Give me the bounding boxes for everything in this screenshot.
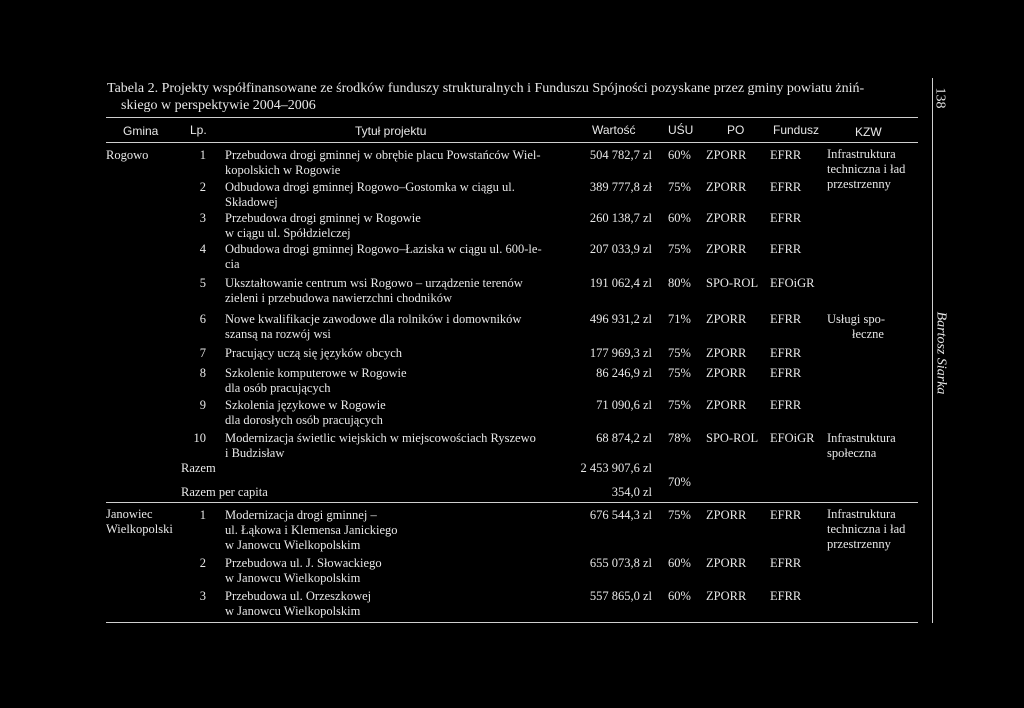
row-lp: 3	[199, 589, 206, 603]
row-po: ZPORR	[706, 180, 747, 194]
gmina-rogowo: Rogowo	[106, 148, 149, 162]
row-title-line2: kopolskich w Rogowie	[225, 163, 341, 177]
gmina-janowiec-line1: Janowiec	[106, 507, 153, 521]
row-fundusz: EFOiGR	[770, 276, 815, 290]
row-po: ZPORR	[706, 398, 747, 412]
row-wartosc: 71 090,6 zl	[596, 398, 652, 412]
row-po: SPO-ROL	[706, 431, 759, 445]
row-wartosc: 389 777,8 zł	[589, 180, 652, 194]
kzw-rogowo-1-line1: Infrastruktura	[827, 147, 896, 161]
caption-line-2: skiego w perspektywie 2004–2006	[121, 98, 316, 113]
row-title-line1: Odbudowa drogi gminnej Rogowo–Łaziska w ciągu ul. 600-le-	[225, 242, 542, 256]
row-wartosc: 86 246,9 zl	[596, 366, 652, 380]
row-title-line2: w ciągu ul. Spółdzielczej	[225, 226, 351, 240]
header-tytul: Tytuł projektu	[355, 124, 427, 138]
row-usu: 75%	[668, 180, 691, 194]
header-wartosc: Wartość	[592, 123, 636, 137]
row-usu: 75%	[668, 346, 691, 360]
row-usu: 75%	[668, 366, 691, 380]
row-fundusz: EFRR	[770, 211, 802, 225]
row-fundusz: EFRR	[770, 398, 802, 412]
row-lp: 6	[199, 312, 206, 326]
per-capita-label: Razem per capita	[181, 485, 268, 499]
row-po: ZPORR	[706, 508, 747, 522]
row-title-line1: Nowe kwalifikacje zawodowe dla rolników i domowników	[225, 312, 522, 326]
row-usu: 75%	[668, 242, 691, 256]
caption-line-1: Tabela 2. Projekty współfinansowane ze środków funduszy strukturalnych i Funduszu Spójności pozyskane przez gminy powiatu żniń-	[107, 81, 865, 96]
row-fundusz: EFRR	[770, 366, 802, 380]
header-lp: Lp.	[190, 123, 207, 137]
row-usu: 60%	[668, 556, 691, 570]
row-title-line1: Ukształtowanie centrum wsi Rogowo – urządzenie terenów	[225, 276, 523, 290]
row-fundusz: EFRR	[770, 180, 802, 194]
row-lp: 3	[199, 211, 206, 225]
row-usu: 60%	[668, 211, 691, 225]
row-title-line1: Przebudowa drogi gminnej w Rogowie	[225, 211, 421, 225]
row-po: ZPORR	[706, 556, 747, 570]
row-po: ZPORR	[706, 211, 747, 225]
row-title-line1: Modernizacja świetlic wiejskich w miejscowościach Ryszewo	[225, 431, 536, 445]
header-gmina: Gmina	[123, 124, 159, 138]
row-usu: 80%	[668, 276, 691, 290]
row-wartosc: 191 062,4 zl	[589, 276, 652, 290]
row-title-line1: Przebudowa ul. Orzeszkowej	[225, 589, 372, 603]
row-fundusz: EFRR	[770, 556, 802, 570]
row-lp: 1	[199, 148, 206, 162]
kzw-rogowo-2-line2: łeczne	[852, 327, 884, 341]
row-title-line1: Pracujący uczą się języków obcych	[225, 346, 403, 360]
row-title-line2: szansą na rozwój wsi	[225, 327, 331, 341]
row-title-line2: w Janowcu Wielkopolskim	[225, 604, 361, 618]
row-title-line1: Szkolenie komputerowe w Rogowie	[225, 366, 407, 380]
row-lp: 2	[199, 556, 206, 570]
razem-value: 2 453 907,6 zl	[580, 461, 652, 475]
top-rule	[106, 117, 918, 118]
row-fundusz: EFRR	[770, 508, 802, 522]
row-usu: 60%	[668, 589, 691, 603]
row-lp: 1	[199, 508, 206, 522]
row-wartosc: 207 033,9 zl	[589, 242, 652, 256]
row-title-line1: Modernizacja drogi gminnej –	[225, 508, 377, 522]
table-caption	[107, 80, 927, 114]
kzw-rogowo-2-line1: Usługi spo-	[827, 312, 885, 326]
row-fundusz: EFOiGR	[770, 431, 815, 445]
row-title-line2: dla dorosłych osób pracujących	[225, 413, 383, 427]
row-wartosc: 260 138,7 zl	[589, 211, 652, 225]
row-wartosc: 504 782,7 zl	[589, 148, 652, 162]
running-author: Bartosz Siarka	[933, 311, 949, 395]
row-lp: 5	[199, 276, 206, 290]
row-usu: 78%	[668, 431, 691, 445]
row-usu: 75%	[668, 508, 691, 522]
kzw-rogowo-3-line1: Infrastruktura	[827, 431, 896, 445]
row-title-line1: Szkolenia językowe w Rogowie	[225, 398, 386, 412]
row-usu: 71%	[668, 312, 691, 326]
row-title-line2: Składowej	[225, 195, 278, 209]
page-number: 138	[932, 87, 948, 109]
razem-usu: 70%	[668, 475, 691, 489]
row-wartosc: 655 073,8 zl	[589, 556, 652, 570]
row-title-line3: w Janowcu Wielkopolskim	[225, 538, 361, 552]
kzw-janowiec-line3: przestrzenny	[827, 537, 891, 551]
header-po: PO	[727, 123, 745, 137]
row-po: ZPORR	[706, 148, 747, 162]
gmina-janowiec-line2: Wielkopolski	[106, 522, 173, 536]
row-po: ZPORR	[706, 312, 747, 326]
row-wartosc: 68 874,2 zl	[596, 431, 652, 445]
row-wartosc: 676 544,3 zl	[589, 508, 652, 522]
row-po: ZPORR	[706, 589, 747, 603]
row-title-line2: dla osób pracujących	[225, 381, 331, 395]
row-lp: 2	[199, 180, 206, 194]
header-usu: UŚU	[668, 123, 694, 137]
row-fundusz: EFRR	[770, 589, 802, 603]
row-lp: 9	[199, 398, 206, 412]
per-capita-value: 354,0 zl	[611, 485, 652, 499]
row-po: SPO-ROL	[706, 276, 759, 290]
row-usu: 75%	[668, 398, 691, 412]
row-title-line2: zieleni i przebudowa nawierzchni chodników	[225, 291, 452, 305]
row-lp: 7	[199, 346, 206, 360]
row-po: ZPORR	[706, 346, 747, 360]
row-po: ZPORR	[706, 242, 747, 256]
header-kzw: KZW	[855, 125, 882, 139]
row-title-line1: Przebudowa ul. J. Słowackiego	[225, 556, 382, 570]
row-title-line1: Przebudowa drogi gminnej w obrębie placu Powstańców Wiel-	[225, 148, 541, 162]
row-title-line2: i Budzisław	[225, 446, 285, 460]
kzw-janowiec-line1: Infrastruktura	[827, 507, 896, 521]
header-rule	[106, 142, 918, 143]
kzw-janowiec-line2: techniczna i ład	[827, 522, 906, 536]
row-wartosc: 557 865,0 zl	[589, 589, 652, 603]
row-wartosc: 177 969,3 zl	[589, 346, 652, 360]
row-fundusz: EFRR	[770, 312, 802, 326]
row-fundusz: EFRR	[770, 242, 802, 256]
header-fundusz: Fundusz	[773, 123, 820, 137]
row-wartosc: 496 931,2 zl	[589, 312, 652, 326]
razem-label: Razem	[181, 461, 216, 475]
kzw-rogowo-1-line2: techniczna i ład	[827, 162, 906, 176]
kzw-rogowo-1-line3: przestrzenny	[827, 177, 891, 191]
row-title-line2: ul. Łąkowa i Klemensa Janickiego	[225, 523, 398, 537]
kzw-rogowo-3-line2: społeczna	[827, 446, 877, 460]
row-fundusz: EFRR	[770, 148, 802, 162]
row-title-line2: w Janowcu Wielkopolskim	[225, 571, 361, 585]
row-title-line1: Odbudowa drogi gminnej Rogowo–Gostomka w ciągu ul.	[225, 180, 515, 194]
row-lp: 10	[193, 431, 206, 445]
row-title-line2: cia	[225, 257, 240, 271]
section-rule	[106, 502, 918, 503]
row-po: ZPORR	[706, 366, 747, 380]
bottom-rule	[106, 622, 918, 623]
row-usu: 60%	[668, 148, 691, 162]
row-lp: 8	[199, 366, 206, 380]
row-fundusz: EFRR	[770, 346, 802, 360]
row-lp: 4	[199, 242, 206, 256]
